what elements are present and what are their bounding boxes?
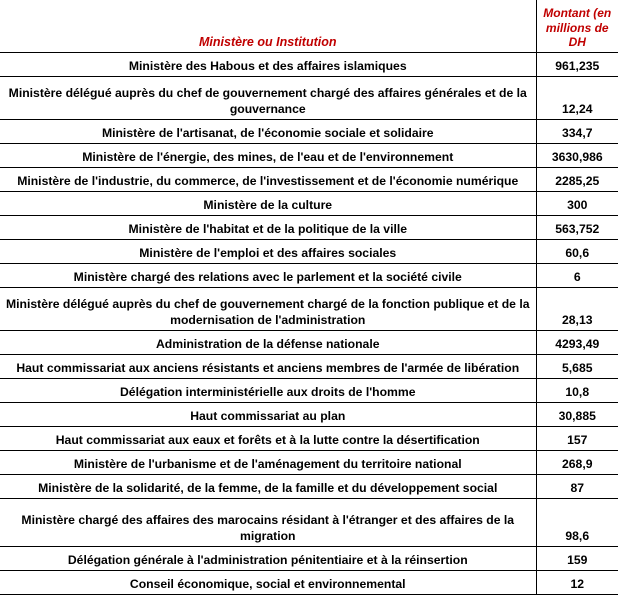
cell-ministry-name: Ministère délégué auprès du chef de gouvernement chargé des affaires générales et de la gouvernance [0,76,536,119]
cell-amount-value: 98,6 [536,498,618,546]
table-row [0,354,618,378]
cell-ministry-name: Ministère délégué auprès du chef de gouvernement chargé de la fonction publique et de la modernisation de l'administration [0,287,536,330]
table-body [0,52,618,594]
cell-ministry-name: Ministère de l'industrie, du commerce, de l'investissement et de l'économie numérique [0,167,536,191]
cell-amount-value: 563,752 [536,215,618,239]
cell-amount-value: 159 [536,546,618,570]
cell-amount-value: 268,9 [536,450,618,474]
table-row [0,215,618,239]
table-row [0,450,618,474]
header-row [0,0,618,52]
table-row [0,378,618,402]
cell-amount-value: 300 [536,191,618,215]
cell-ministry-name: Ministère chargé des relations avec le parlement et la société civile [0,263,536,287]
cell-amount-value: 60,6 [536,239,618,263]
table-row [0,263,618,287]
cell-ministry-name: Ministère des Habous et des affaires islamiques [0,52,536,76]
table-row [0,191,618,215]
cell-ministry-name: Administration de la défense nationale [0,330,536,354]
cell-amount-value: 4293,49 [536,330,618,354]
cell-ministry-name: Ministère de l'artisanat, de l'économie sociale et solidaire [0,119,536,143]
table-row [0,287,618,330]
cell-ministry-name: Haut commissariat aux anciens résistants et anciens membres de l'armée de libération [0,354,536,378]
table-header [0,0,618,52]
cell-amount-value: 157 [536,426,618,450]
cell-ministry-name: Haut commissariat aux eaux et forêts et à la lutte contre la désertification [0,426,536,450]
cell-amount-value: 6 [536,263,618,287]
cell-amount-value: 30,885 [536,402,618,426]
cell-amount-value: 334,7 [536,119,618,143]
cell-amount-value: 10,8 [536,378,618,402]
table-row [0,570,618,594]
cell-ministry-name: Haut commissariat au plan [0,402,536,426]
table-row [0,167,618,191]
cell-amount-value: 12 [536,570,618,594]
cell-ministry-name: Délégation générale à l'administration pénitentiaire et à la réinsertion [0,546,536,570]
table-row [0,474,618,498]
cell-ministry-name: Ministère de l'habitat et de la politique de la ville [0,215,536,239]
table-row [0,426,618,450]
table-row [0,52,618,76]
table-row [0,76,618,119]
column-header-ministry: Ministère ou Institution [0,0,536,52]
cell-amount-value: 3630,986 [536,143,618,167]
cell-ministry-name: Ministère de l'urbanisme et de l'aménagement du territoire national [0,450,536,474]
column-header-amount: Montant (en millions de DH [536,0,618,52]
table-row [0,546,618,570]
table-row [0,498,618,546]
cell-amount-value: 28,13 [536,287,618,330]
cell-ministry-name: Ministère chargé des affaires des marocains résidant à l'étranger et des affaires de la migration [0,498,536,546]
cell-amount-value: 2285,25 [536,167,618,191]
table-row [0,402,618,426]
cell-amount-value: 12,24 [536,76,618,119]
cell-ministry-name: Ministère de l'énergie, des mines, de l'eau et de l'environnement [0,143,536,167]
cell-amount-value: 961,235 [536,52,618,76]
cell-ministry-name: Délégation interministérielle aux droits de l'homme [0,378,536,402]
table-row [0,330,618,354]
table-row [0,119,618,143]
cell-ministry-name: Ministère de l'emploi et des affaires sociales [0,239,536,263]
cell-amount-value: 5,685 [536,354,618,378]
cell-ministry-name: Conseil économique, social et environnemental [0,570,536,594]
cell-ministry-name: Ministère de la culture [0,191,536,215]
table-row [0,239,618,263]
cell-ministry-name: Ministère de la solidarité, de la femme, de la famille et du développement social [0,474,536,498]
table-row [0,143,618,167]
cell-amount-value: 87 [536,474,618,498]
